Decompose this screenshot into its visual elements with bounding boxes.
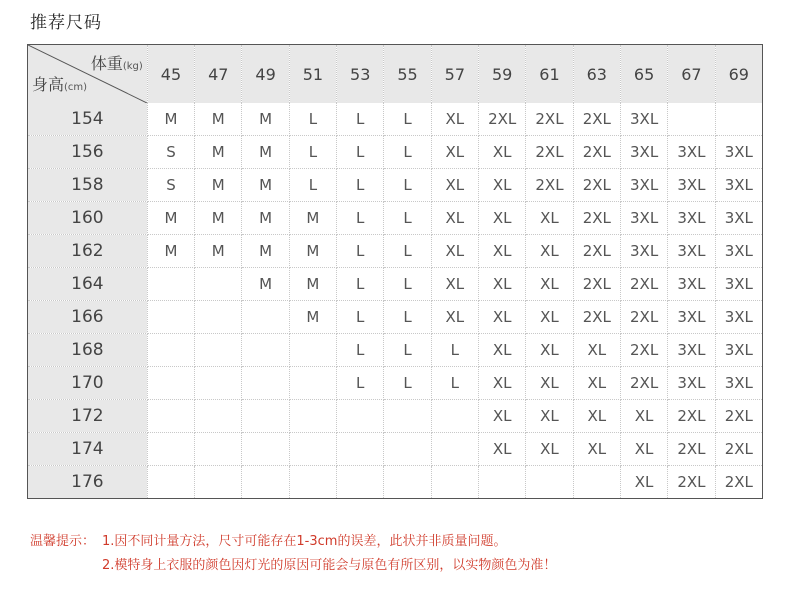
- table-row: [28, 202, 763, 235]
- height-header-cell: 174: [28, 433, 148, 466]
- size-cell: L: [337, 301, 384, 334]
- size-cell: XL: [526, 400, 573, 433]
- size-cell: M: [195, 169, 242, 202]
- size-cell: [195, 367, 242, 400]
- size-cell: [715, 103, 762, 136]
- size-cell: XL: [526, 202, 573, 235]
- weight-header-cell: 45: [147, 45, 194, 104]
- note-text-1: 1.因不同计量方法，尺寸可能存在1-3cm的误差，此状并非质量问题。: [102, 534, 507, 549]
- size-cell: 3XL: [620, 103, 667, 136]
- size-cell: XL: [479, 268, 526, 301]
- weight-header-cell: 67: [668, 45, 715, 104]
- table-row: [28, 334, 763, 367]
- size-cell: [289, 466, 336, 499]
- note-line-1: [30, 530, 556, 554]
- size-cell: XL: [431, 136, 478, 169]
- height-unit-text: (cm): [64, 82, 88, 93]
- size-cell: L: [337, 202, 384, 235]
- height-header-cell: 158: [28, 169, 148, 202]
- size-cell: 2XL: [573, 301, 620, 334]
- table-row: [28, 235, 763, 268]
- size-cell: XL: [431, 103, 478, 136]
- size-cell: L: [384, 169, 431, 202]
- size-cell: M: [289, 301, 336, 334]
- size-cell: 2XL: [526, 136, 573, 169]
- height-header-cell: 166: [28, 301, 148, 334]
- weight-header-cell: 63: [573, 45, 620, 104]
- size-cell: 2XL: [668, 400, 715, 433]
- size-cell: 3XL: [715, 301, 762, 334]
- size-cell: 2XL: [573, 103, 620, 136]
- size-cell: XL: [479, 301, 526, 334]
- table-row: [28, 400, 763, 433]
- size-cell: M: [147, 235, 194, 268]
- weight-header-cell: 61: [526, 45, 573, 104]
- size-cell: [147, 400, 194, 433]
- height-header-cell: 154: [28, 103, 148, 136]
- table-row: [28, 433, 763, 466]
- size-cell: [242, 334, 289, 367]
- size-cell: 2XL: [573, 136, 620, 169]
- size-cell: 3XL: [668, 202, 715, 235]
- size-cell: [337, 400, 384, 433]
- size-cell: [147, 334, 194, 367]
- corner-header-cell: [28, 45, 148, 104]
- size-cell: XL: [431, 169, 478, 202]
- size-cell: 3XL: [668, 367, 715, 400]
- table-row: [28, 136, 763, 169]
- note-label: 温馨提示：: [30, 534, 96, 549]
- size-chart-table: [27, 44, 763, 499]
- height-header-cell: 156: [28, 136, 148, 169]
- weight-header-cell: 53: [337, 45, 384, 104]
- height-header-cell: 164: [28, 268, 148, 301]
- size-cell: 3XL: [668, 301, 715, 334]
- size-cell: [147, 268, 194, 301]
- size-cell: 3XL: [668, 268, 715, 301]
- height-header-cell: 168: [28, 334, 148, 367]
- size-cell: XL: [526, 268, 573, 301]
- size-cell: 3XL: [715, 202, 762, 235]
- table-row: [28, 169, 763, 202]
- size-cell: L: [431, 367, 478, 400]
- size-cell: [195, 433, 242, 466]
- size-cell: XL: [620, 433, 667, 466]
- size-cell: 3XL: [620, 136, 667, 169]
- size-cell: [289, 433, 336, 466]
- size-cell: [384, 466, 431, 499]
- size-cell: XL: [431, 301, 478, 334]
- size-cell: 2XL: [668, 433, 715, 466]
- size-cell: XL: [479, 334, 526, 367]
- size-cell: XL: [479, 202, 526, 235]
- size-cell: M: [242, 103, 289, 136]
- size-cell: 2XL: [620, 367, 667, 400]
- size-cell: XL: [479, 169, 526, 202]
- size-cell: M: [242, 169, 289, 202]
- size-cell: XL: [526, 433, 573, 466]
- size-cell: 3XL: [620, 202, 667, 235]
- size-cell: XL: [526, 367, 573, 400]
- size-cell: L: [337, 334, 384, 367]
- size-cell: [289, 400, 336, 433]
- size-cell: XL: [431, 202, 478, 235]
- size-cell: L: [384, 268, 431, 301]
- size-cell: [242, 433, 289, 466]
- size-cell: XL: [526, 235, 573, 268]
- size-cell: [337, 433, 384, 466]
- size-cell: 3XL: [668, 136, 715, 169]
- size-cell: [384, 400, 431, 433]
- size-cell: M: [195, 202, 242, 235]
- size-cell: M: [242, 136, 289, 169]
- size-cell: L: [384, 301, 431, 334]
- size-cell: XL: [620, 466, 667, 499]
- weight-header-row: [28, 45, 763, 104]
- page-title: 推荐尺码: [30, 13, 102, 33]
- size-cell: 3XL: [668, 169, 715, 202]
- size-cell: 2XL: [573, 235, 620, 268]
- size-cell: 3XL: [715, 136, 762, 169]
- note-text-2: 2.模特身上衣服的颜色因灯光的原因可能会与原色有所区别，以实物颜色为准！: [102, 558, 557, 573]
- height-header-cell: 172: [28, 400, 148, 433]
- size-cell: M: [289, 202, 336, 235]
- size-cell: M: [147, 103, 194, 136]
- size-cell: XL: [573, 334, 620, 367]
- size-cell: [431, 400, 478, 433]
- size-cell: [195, 301, 242, 334]
- size-cell: L: [384, 202, 431, 235]
- size-cell: 2XL: [715, 433, 762, 466]
- size-cell: XL: [431, 268, 478, 301]
- size-cell: [337, 466, 384, 499]
- size-cell: M: [195, 235, 242, 268]
- size-cell: L: [289, 169, 336, 202]
- size-cell: 3XL: [715, 235, 762, 268]
- size-cell: M: [147, 202, 194, 235]
- size-cell: M: [289, 268, 336, 301]
- size-cell: [195, 334, 242, 367]
- size-cell: XL: [431, 235, 478, 268]
- weight-header-cell: 57: [431, 45, 478, 104]
- weight-axis-label: [91, 51, 143, 74]
- size-cell: 3XL: [668, 235, 715, 268]
- table-row: [28, 301, 763, 334]
- size-cell: [526, 466, 573, 499]
- size-cell: 2XL: [573, 202, 620, 235]
- size-cell: XL: [479, 235, 526, 268]
- size-cell: 3XL: [715, 334, 762, 367]
- size-cell: [147, 367, 194, 400]
- size-cell: [242, 400, 289, 433]
- height-header-cell: 170: [28, 367, 148, 400]
- size-cell: L: [384, 334, 431, 367]
- size-cell: [431, 433, 478, 466]
- size-cell: L: [337, 235, 384, 268]
- weight-header-cell: 47: [195, 45, 242, 104]
- size-cell: [242, 466, 289, 499]
- note-line-2: [30, 554, 556, 578]
- size-cell: XL: [620, 400, 667, 433]
- size-cell: XL: [573, 433, 620, 466]
- table-row: [28, 466, 763, 499]
- height-label-text: 身高: [32, 75, 65, 94]
- size-cell: XL: [479, 136, 526, 169]
- size-cell: 2XL: [526, 103, 573, 136]
- size-cell: M: [242, 268, 289, 301]
- size-cell: 3XL: [715, 268, 762, 301]
- size-cell: [147, 433, 194, 466]
- size-cell: [289, 334, 336, 367]
- size-cell: XL: [479, 367, 526, 400]
- size-cell: L: [431, 334, 478, 367]
- size-cell: [195, 466, 242, 499]
- weight-header-cell: 49: [242, 45, 289, 104]
- size-cell: [147, 466, 194, 499]
- size-cell: 2XL: [573, 268, 620, 301]
- size-cell: [384, 433, 431, 466]
- weight-header-cell: 55: [384, 45, 431, 104]
- weight-header-cell: 59: [479, 45, 526, 104]
- size-cell: XL: [526, 334, 573, 367]
- size-cell: 2XL: [526, 169, 573, 202]
- size-cell: M: [242, 202, 289, 235]
- size-cell: [195, 268, 242, 301]
- weight-unit-text: (kg): [122, 61, 143, 72]
- size-cell: 3XL: [620, 235, 667, 268]
- size-cell: 2XL: [620, 334, 667, 367]
- size-cell: XL: [573, 367, 620, 400]
- size-cell: L: [337, 367, 384, 400]
- size-cell: L: [289, 136, 336, 169]
- size-cell: 3XL: [715, 169, 762, 202]
- size-cell: S: [147, 136, 194, 169]
- table-row: [28, 268, 763, 301]
- size-cell: XL: [526, 301, 573, 334]
- size-cell: 2XL: [479, 103, 526, 136]
- size-cell: [147, 301, 194, 334]
- size-cell: 2XL: [620, 268, 667, 301]
- size-cell: [242, 301, 289, 334]
- size-cell: L: [337, 268, 384, 301]
- size-cell: 2XL: [573, 169, 620, 202]
- size-cell: [195, 400, 242, 433]
- size-cell: [573, 466, 620, 499]
- size-cell: L: [384, 235, 431, 268]
- size-cell: XL: [573, 400, 620, 433]
- weight-header-cell: 69: [715, 45, 762, 104]
- size-cell: M: [289, 235, 336, 268]
- size-cell: M: [195, 136, 242, 169]
- size-cell: L: [337, 103, 384, 136]
- size-cell: [479, 466, 526, 499]
- notes-section: [30, 530, 556, 578]
- size-cell: XL: [479, 400, 526, 433]
- size-cell: [431, 466, 478, 499]
- size-cell: 3XL: [715, 367, 762, 400]
- size-cell: 2XL: [668, 466, 715, 499]
- size-cell: L: [289, 103, 336, 136]
- height-axis-label: [32, 72, 87, 95]
- size-cell: 3XL: [620, 169, 667, 202]
- height-header-cell: 160: [28, 202, 148, 235]
- weight-header-cell: 51: [289, 45, 336, 104]
- size-cell: L: [337, 169, 384, 202]
- size-cell: [668, 103, 715, 136]
- weight-label-text: 体重: [90, 54, 123, 73]
- size-cell: L: [337, 136, 384, 169]
- table-row: [28, 103, 763, 136]
- size-cell: L: [384, 367, 431, 400]
- weight-header-cell: 65: [620, 45, 667, 104]
- size-cell: L: [384, 103, 431, 136]
- size-cell: S: [147, 169, 194, 202]
- size-table-body: [28, 103, 763, 499]
- size-cell: L: [384, 136, 431, 169]
- size-cell: [242, 367, 289, 400]
- size-cell: 3XL: [668, 334, 715, 367]
- size-cell: M: [195, 103, 242, 136]
- size-cell: 2XL: [715, 466, 762, 499]
- size-cell: 2XL: [620, 301, 667, 334]
- size-cell: [289, 367, 336, 400]
- height-header-cell: 176: [28, 466, 148, 499]
- size-cell: 2XL: [715, 400, 762, 433]
- table-row: [28, 367, 763, 400]
- height-header-cell: 162: [28, 235, 148, 268]
- size-cell: M: [242, 235, 289, 268]
- size-cell: XL: [479, 433, 526, 466]
